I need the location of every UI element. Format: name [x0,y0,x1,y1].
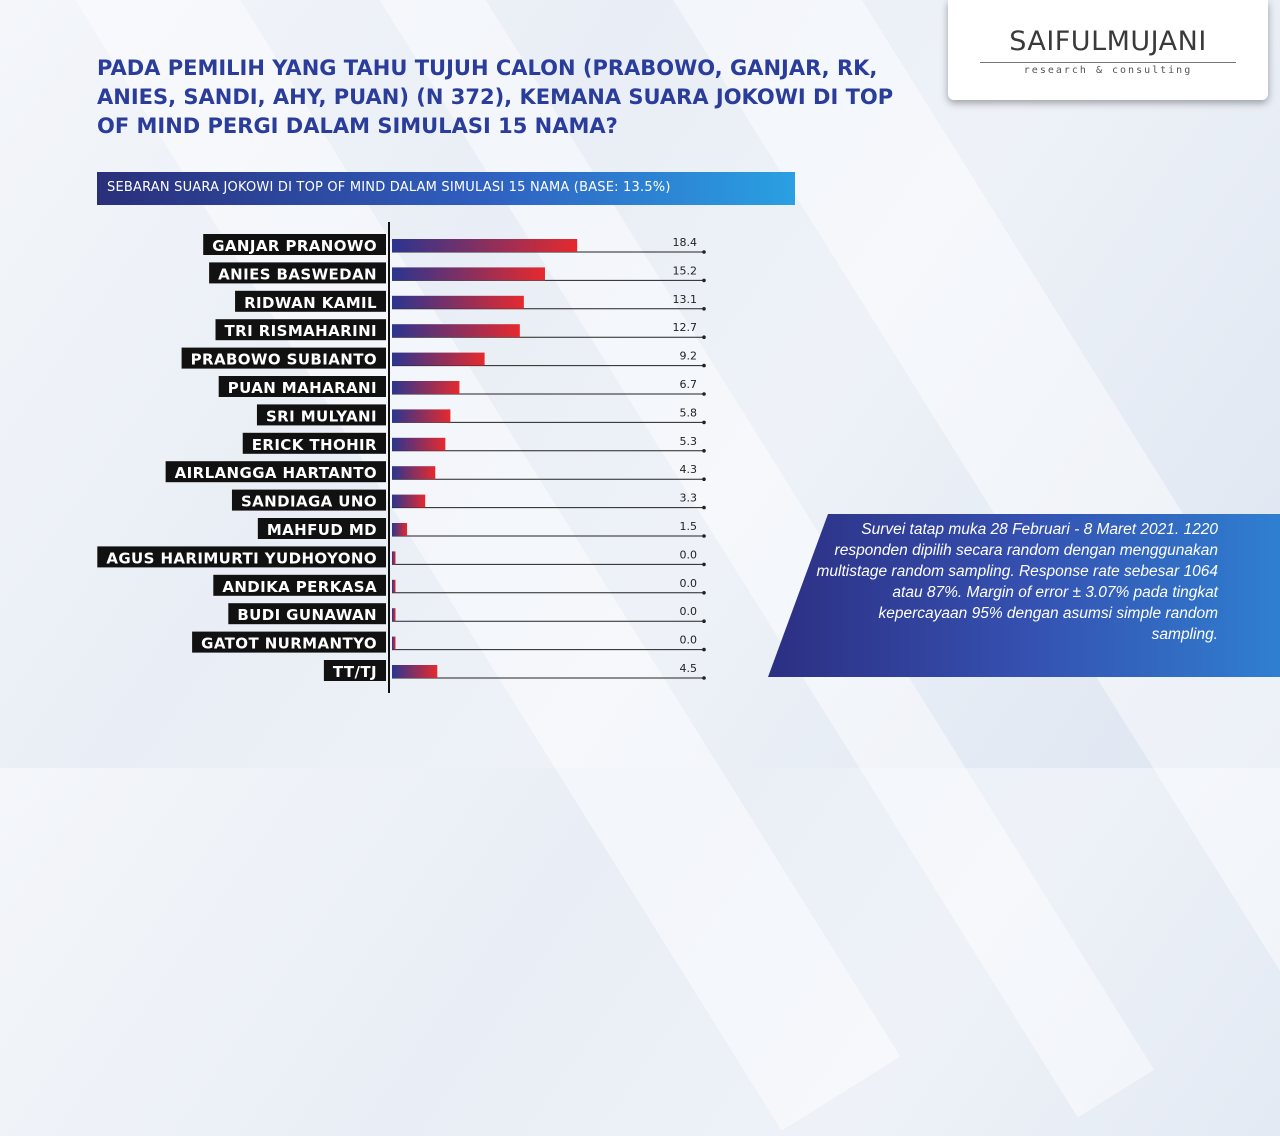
bar [392,267,545,280]
category-label: AIRLANGGA HARTANTO [174,464,377,483]
value-label: 0.0 [679,548,697,562]
value-label: 1.5 [679,520,697,533]
bar-chart [0,0,760,700]
row-end-dot [702,250,706,254]
row-end-dot [702,591,706,595]
row-end-dot [702,534,706,538]
value-label: 12.7 [672,321,697,335]
survey-note-text: Survei tatap muka 28 Februari - 8 Maret 2021. 1220 responden dipilih secara random dengan menggunakan multistage random sampling. Response rate sebesar 1064 atau 87%. Margin of error ± 3.07% pada tingkat kepercayaan 95% dengan asumsi simple random sampling. [816,521,1218,643]
category-label: ERICK THOHIR [251,435,377,454]
category-label: ANDIKA PERKASA [222,577,377,596]
category-label: ANIES BASWEDAN [218,265,377,284]
value-label: 13.1 [672,292,697,306]
logo-divider [980,62,1236,63]
bar [392,580,396,593]
value-label: 0.0 [679,576,697,590]
row-end-dot [702,335,706,339]
value-label: 3.3 [679,491,697,505]
bar [392,637,396,650]
category-label: SRI MULYANI [265,407,377,426]
page-title: PADA PEMILIH YANG TAHU TUJUH CALON (PRABOWO, GANJAR, RK, ANIES, SANDI, AHY, PUAN) (N 372), KEMANA SUARA JOKOWI DI TOP OF MIND PERGI DALAM SIMULASI 15 NAMA? [97,56,894,138]
row-end-dot [702,392,706,396]
value-label: 6.7 [679,378,697,391]
category-label: TRI RISMAHARINI [224,322,377,341]
row-end-dot [702,477,706,481]
row-end-dot [702,648,706,652]
value-label: 0.0 [679,633,697,647]
value-label: 4.5 [679,662,697,675]
row-end-dot [702,563,706,567]
bar [392,495,425,508]
bar [392,665,437,678]
row-end-dot [702,506,706,510]
value-label: 9.2 [679,349,697,363]
category-label: GATOT NURMANTYO [201,634,377,653]
category-label: TT/TJ [332,663,377,681]
category-label: PUAN MAHARANI [227,379,377,397]
category-label: GANJAR PRANOWO [212,237,377,255]
logo-name: SAIFULMUJANI [1009,26,1207,57]
bar [392,551,396,564]
bar [392,353,485,366]
category-label: PRABOWO SUBIANTO [190,350,377,369]
bar [392,296,524,309]
row-end-dot [702,421,706,425]
value-label: 5.3 [679,434,697,448]
row-end-dot [702,619,706,623]
row-end-dot [702,676,706,680]
value-label: 18.4 [672,236,697,249]
category-label: SANDIAGA UNO [240,492,377,511]
logo [948,0,1268,100]
value-label: 5.8 [679,406,697,420]
category-label: RIDWAN KAMIL [244,293,377,312]
value-label: 4.3 [679,463,697,477]
value-label: 0.0 [679,605,697,619]
category-label: BUDI GUNAWAN [237,606,377,625]
category-label: MAHFUD MD [266,521,377,539]
bar [392,438,445,451]
bar [392,324,520,337]
bar [392,409,450,422]
logo-tagline: research & consulting [1023,65,1193,76]
bar [392,523,407,536]
row-end-dot [702,449,706,453]
row-end-dot [702,279,706,283]
bar [392,381,459,394]
bar [392,608,396,621]
value-label: 15.2 [672,264,697,278]
bar [392,239,577,252]
chart-title: SEBARAN SUARA JOKOWI DI TOP OF MIND DALAM SIMULASI 15 NAMA (BASE: 13.5%) [107,180,671,195]
bar [392,466,435,479]
row-end-dot [702,364,706,368]
category-label: AGUS HARIMURTI YUDHOYONO [106,549,377,568]
row-end-dot [702,307,706,311]
